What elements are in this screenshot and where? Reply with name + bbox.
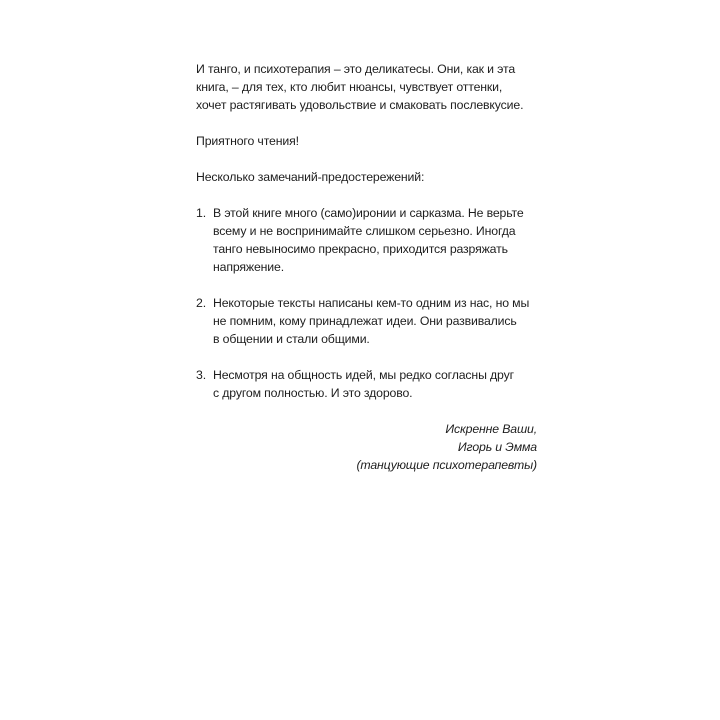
greeting: Приятного чтения! (196, 134, 299, 148)
intro-paragraph (196, 60, 540, 114)
note-line: В этой книге много (само)иронии и сарказма. Не верьте (213, 206, 524, 220)
note-line: напряжение. (213, 260, 284, 274)
signature-line: (танцующие психотерапевты) (356, 458, 537, 472)
note-line: с другом полностью. И это здорово. (213, 386, 413, 400)
intro-line: хочет растягивать удовольствие и смаковать послевкусие. (196, 98, 524, 112)
note-line: всему и не воспринимайте слишком серьезно. Иногда (213, 224, 516, 238)
list-item (196, 204, 540, 276)
note-line: танго невыносимо прекрасно, приходится разряжать (213, 242, 508, 256)
document-page (196, 60, 540, 474)
signature (196, 420, 537, 474)
note-line: в общении и стали общими. (213, 332, 370, 346)
note-line: Некоторые тексты написаны кем-то одним из нас, но мы (213, 296, 530, 310)
notes-list (196, 204, 540, 402)
list-number: 3. (196, 368, 206, 382)
intro-line: И танго, и психотерапия – это деликатесы. Они, как и эта (196, 62, 516, 76)
list-number: 1. (196, 206, 206, 220)
notes-heading: Несколько замечаний-предостережений: (196, 170, 425, 184)
list-item (196, 366, 540, 402)
note-line: не помним, кому принадлежат идеи. Они развивались (213, 314, 517, 328)
list-number: 2. (196, 296, 206, 310)
signature-line: Игорь и Эмма (457, 440, 537, 454)
list-item (196, 294, 540, 348)
signature-line: Искренне Ваши, (445, 422, 537, 436)
note-line: Несмотря на общность идей, мы редко согласны друг (213, 368, 514, 382)
intro-line: книга, – для тех, кто любит нюансы, чувствует оттенки, (196, 80, 503, 94)
